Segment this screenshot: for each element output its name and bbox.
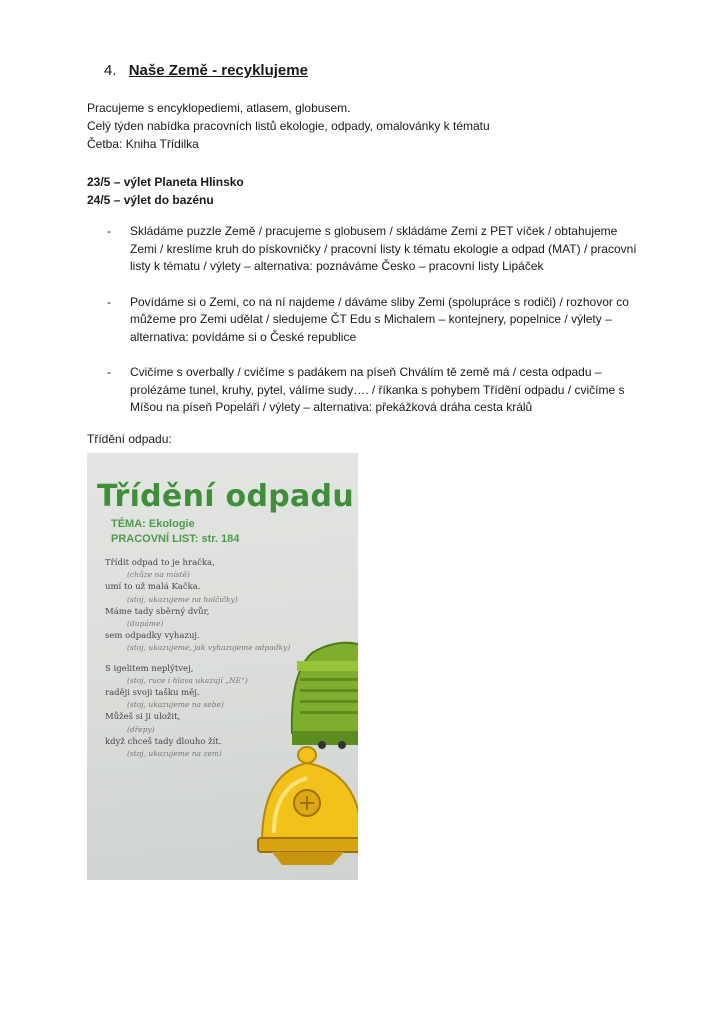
- bullet-dash: -: [107, 294, 111, 309]
- activity-item: [87, 364, 647, 417]
- intro-line: Četba: Kniha Třídilka: [87, 137, 199, 151]
- poem-line: Můžeš si ji uložit,: [105, 712, 181, 723]
- poem-direction: (stoj, ukazujeme, jak vyhazujeme odpadky): [127, 643, 291, 653]
- poem-direction: (stoj, ukazujeme na holčičky): [127, 594, 238, 604]
- poem-direction: (dupáme): [127, 619, 164, 629]
- worksheet-title: Třídění odpadu: [97, 479, 354, 514]
- worksheet-topic: [111, 517, 239, 547]
- poem-line: Třídit odpad to je hračka,: [105, 558, 215, 568]
- bullet-dash: -: [107, 224, 111, 238]
- poem-direction: (stoj, ukazujeme na sebe): [127, 700, 224, 710]
- intro-paragraph: [87, 99, 490, 153]
- section-heading: [104, 62, 308, 79]
- poem-line: raději svoji tašku měj.: [105, 688, 200, 699]
- poem-line: Máme tady sběrný dvůr,: [105, 606, 210, 617]
- trip-dates: [87, 173, 244, 209]
- trip-date-line: 24/5 – výlet do bazénu: [87, 193, 214, 207]
- activity-item: [87, 223, 647, 276]
- poem-direction: (stoj, ukazujeme na zem): [127, 749, 222, 759]
- worksheet-topic-line: TÉMA: Ekologie: [111, 518, 195, 530]
- poem-line: sem odpadky vyhazuj.: [105, 631, 200, 642]
- intro-line: Pracujeme s encyklopediemi, atlasem, globusem.: [87, 101, 351, 115]
- activity-list: [87, 223, 647, 435]
- image-caption: Třídění odpadu:: [87, 432, 172, 446]
- worksheet-photo: [87, 453, 358, 880]
- bullet-dash: -: [107, 365, 111, 379]
- recycling-bins-illustration: [252, 633, 358, 880]
- section-title: Naše Země - recyklujeme: [128, 62, 308, 79]
- poem-line: když chceš tady dlouho žít.: [105, 736, 222, 747]
- trip-date-line: 23/5 – výlet Planeta Hlinsko: [87, 175, 244, 189]
- section-number: 4.: [104, 62, 117, 79]
- poem-line: S igelitem neplýtvej,: [105, 663, 194, 674]
- activity-text: Skládáme puzzle Země / pracujeme s globusem / skládáme Zemi z PET víček / obtahujeme Zemi / kreslíme kruh do pískovničky / pracovní listy k tématu ekologie a odpad (MAT) / pracovní listy k tématu / výlety – alternativa: poznáváme Česko – pracovní listy Lipáček: [130, 224, 637, 273]
- activity-text: Povídáme si o Zemi, co na ní najdeme / dáváme sliby Zemi (spolupráce s rodiči) / rozhovor co můžeme pro Zemi udělat / sledujeme ČT Edu s Michalem – kontejnery, popelnice / výlety – alternativa: povídáme si o České republice: [130, 294, 629, 344]
- activity-text: Cvičíme s overbally / cvičíme s padákem na píseň Chválím tě země má / cesta odpadu – prolézáme tunel, kruhy, pytel, válíme sudy…. / říkanka s pohybem Třídění odpadu / cvičíme s Míšou na píseň Popeláři / výlety – alternativa: překážková dráha cesta králů: [130, 365, 625, 414]
- worksheet-page-line: PRACOVNÍ LIST: str. 184: [111, 533, 240, 545]
- poem-line: umí to už malá Kačka.: [105, 582, 201, 593]
- poem-direction: (chůze na místě): [127, 570, 190, 580]
- poem-direction: (stoj, ruce i hlava ukazují „NE“): [127, 675, 248, 685]
- intro-line: Celý týden nabídka pracovních listů ekologie, odpady, omalovánky k tématu: [87, 119, 490, 133]
- activity-item: [87, 294, 647, 347]
- poem-direction: (dřepy): [127, 724, 155, 734]
